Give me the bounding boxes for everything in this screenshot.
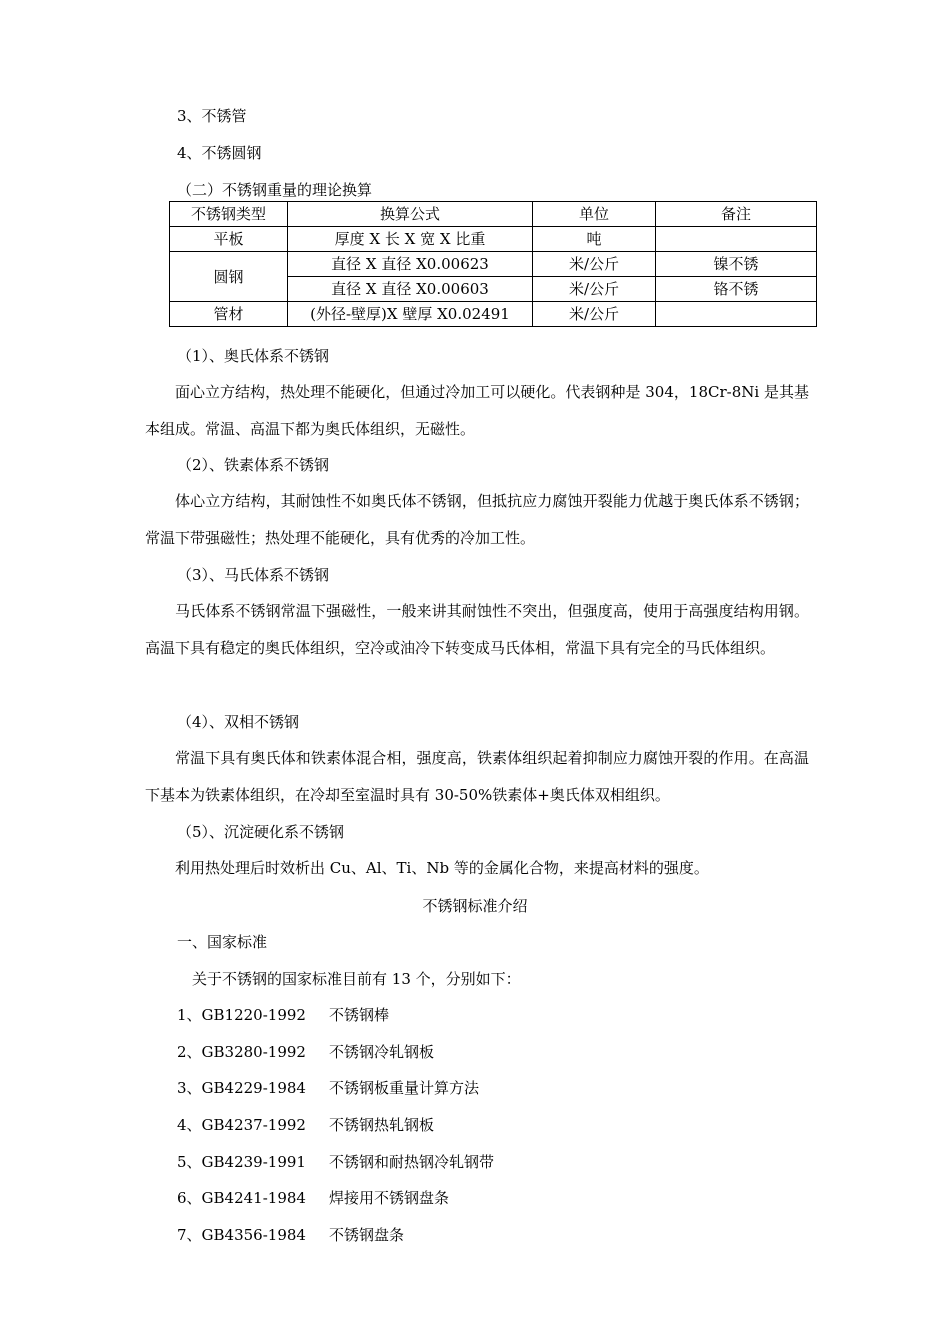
standard-code: 2、GB3280-1992	[177, 1043, 306, 1061]
header-cell-formula: 换算公式	[288, 202, 533, 227]
standards-title: 不锈钢标准介绍	[422, 897, 528, 915]
standard-name: 焊接用不锈钢盘条	[329, 1189, 450, 1207]
standard-name: 不锈钢热轧钢板	[329, 1116, 435, 1134]
section-heading-precipitation: （5）、沉淀硬化系不锈钢	[177, 823, 345, 841]
list-item-stainless-tube: 3、不锈管	[177, 107, 247, 125]
cell-unit: 米/公斤	[533, 252, 656, 277]
section-body-austenitic: 面心立方结构，热处理不能硬化，但通过冷加工可以硬化。代表钢种是 304，18Cr-8Ni 是其基本组成。常温、高温下都为奥氏体组织，无磁性。	[145, 383, 809, 438]
cell-formula: 直径 X 直径 X0.00623	[288, 252, 533, 277]
cell-unit: 米/公斤	[533, 277, 656, 302]
cell-formula: (外径-壁厚)X 壁厚 X0.02491	[288, 302, 533, 327]
national-standards-heading: 一、国家标准	[177, 933, 268, 951]
standard-item	[177, 1078, 479, 1098]
standard-name: 不锈钢棒	[329, 1006, 390, 1024]
cell-formula: 直径 X 直径 X0.00603	[288, 277, 533, 302]
table-header-row	[170, 202, 817, 227]
weight-conversion-table	[169, 201, 817, 327]
header-cell-note: 备注	[656, 202, 817, 227]
cell-type: 管材	[170, 302, 288, 327]
standard-name: 不锈钢盘条	[329, 1226, 405, 1244]
standard-name: 不锈钢和耐热钢冷轧钢带	[329, 1153, 495, 1171]
standard-item	[177, 1042, 434, 1062]
standard-code: 6、GB4241-1984	[177, 1189, 306, 1207]
cell-formula: 厚度 X 长 X 宽 X 比重	[288, 227, 533, 252]
standard-item	[177, 1188, 449, 1208]
cell-type: 圆钢	[170, 252, 288, 302]
standard-item	[177, 1005, 389, 1025]
section-body-ferritic: 体心立方结构，其耐蚀性不如奥氏体不锈钢，但抵抗应力腐蚀开裂能力优越于奥氏体系不锈钢；常温下带强磁性；热处理不能硬化，具有优秀的冷加工性。	[145, 492, 809, 547]
section-heading-austenitic: （1）、奥氏体系不锈钢	[177, 347, 330, 365]
standards-intro: 关于不锈钢的国家标准目前有 13 个，分别如下：	[192, 970, 521, 988]
cell-unit: 吨	[533, 227, 656, 252]
standard-code: 7、GB4356-1984	[177, 1226, 306, 1244]
section-heading-ferritic: （2）、铁素体系不锈钢	[177, 456, 330, 474]
table-row	[170, 302, 817, 327]
cell-note: 镍不锈	[656, 252, 817, 277]
section-body-duplex: 常温下具有奥氏体和铁素体混合相，强度高，铁素体组织起着抑制应力腐蚀开裂的作用。在高温下基本为铁素体组织，在冷却至室温时具有 30-50%铁素体+奥氏体双相组织。	[145, 749, 809, 804]
table-title: （二）不锈钢重量的理论换算	[177, 181, 373, 199]
standard-code: 5、GB4239-1991	[177, 1153, 306, 1171]
header-cell-type: 不锈钢类型	[170, 202, 288, 227]
standard-item	[177, 1225, 404, 1245]
section-heading-martensitic: （3）、马氏体系不锈钢	[177, 566, 330, 584]
cell-type: 平板	[170, 227, 288, 252]
standard-name: 不锈钢板重量计算方法	[329, 1079, 480, 1097]
section-heading-duplex: （4）、双相不锈钢	[177, 713, 300, 731]
standard-item	[177, 1152, 494, 1172]
cell-note: 铬不锈	[656, 277, 817, 302]
section-body-precipitation: 利用热处理后时效析出 Cu、Al、Ti、Nb 等的金属化合物，来提高材料的强度。	[175, 859, 709, 877]
header-cell-unit: 单位	[533, 202, 656, 227]
standard-name: 不锈钢冷轧钢板	[329, 1043, 435, 1061]
cell-unit: 米/公斤	[533, 302, 656, 327]
table-row	[170, 227, 817, 252]
cell-note	[656, 302, 817, 327]
standard-code: 1、GB1220-1992	[177, 1006, 306, 1024]
table-row	[170, 252, 817, 277]
list-item-stainless-round-steel: 4、不锈圆钢	[177, 144, 262, 162]
cell-note	[656, 227, 817, 252]
standard-code: 4、GB4237-1992	[177, 1116, 306, 1134]
standard-code: 3、GB4229-1984	[177, 1079, 306, 1097]
section-body-martensitic: 马氏体系不锈钢常温下强磁性，一般来讲其耐蚀性不突出，但强度高，使用于高强度结构用钢。高温下具有稳定的奥氏体组织，空冷或油冷下转变成马氏体相，常温下具有完全的马氏体组织。	[145, 602, 809, 657]
standard-item	[177, 1115, 434, 1135]
